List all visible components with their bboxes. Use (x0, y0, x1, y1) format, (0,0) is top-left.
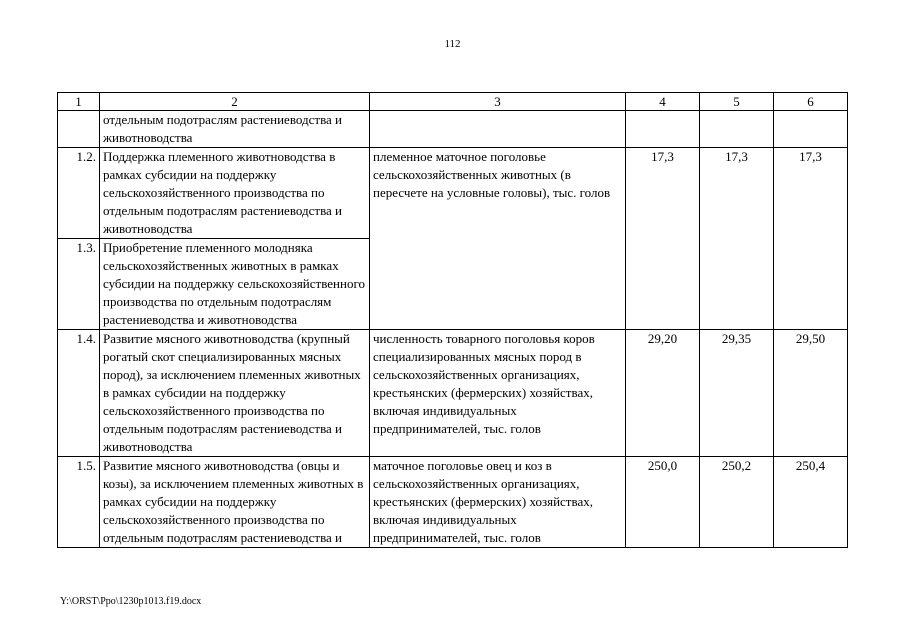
value-col-4 (626, 111, 700, 148)
row-number: 1.3. (58, 239, 100, 330)
header-col-1: 1 (58, 93, 100, 111)
row-number: 1.2. (58, 148, 100, 239)
measure-name: отдельным подотраслям растениеводства и животноводства (100, 111, 370, 148)
value-col-6 (774, 111, 848, 148)
footer-file-path: Y:\ORST\Ppo\1230p1013.f19.docx (60, 596, 202, 607)
row-number: 1.5. (58, 457, 100, 548)
row-number (58, 111, 100, 148)
header-col-3: 3 (370, 93, 626, 111)
measure-name: Приобретение племенного молодняка сельскохозяйственных животных в рамках субсидии на поддержку сельскохозяйственного производства по отдельным подотраслям растениеводства и животноводства (100, 239, 370, 330)
value-col-6: 17,3 (774, 148, 848, 330)
value-col-5: 29,35 (700, 330, 774, 457)
value-col-5: 250,2 (700, 457, 774, 548)
value-col-6: 29,50 (774, 330, 848, 457)
value-col-4: 250,0 (626, 457, 700, 548)
measure-name: Развитие мясного животноводства (овцы и козы), за исключением племенных животных в рамках субсидии на поддержку сельскохозяйственного производства по отдельным подотраслям растениеводства и (100, 457, 370, 548)
value-col-5: 17,3 (700, 148, 774, 330)
indicator: маточное поголовье овец и коз в сельскохозяйственных организациях, крестьянских (фермерских) хозяйствах, включая индивидуальных предпринимателей, тыс. голов (370, 457, 626, 548)
page-number: 112 (444, 38, 461, 50)
table-row (58, 148, 848, 239)
header-col-2: 2 (100, 93, 370, 111)
value-col-5 (700, 111, 774, 148)
header-col-6: 6 (774, 93, 848, 111)
header-col-5: 5 (700, 93, 774, 111)
table-row (58, 111, 848, 148)
table-row (58, 330, 848, 457)
indicator: численность товарного поголовья коров специализированных мясных пород в сельскохозяйственных организациях, крестьянских (фермерских) хозяйствах, включая индивидуальных предпринимателей, тыс. голов (370, 330, 626, 457)
indicator (370, 111, 626, 148)
value-col-6: 250,4 (774, 457, 848, 548)
indicator: племенное маточное поголовье сельскохозяйственных животных (в пересчете на условные головы), тыс. голов (370, 148, 626, 330)
value-col-4: 17,3 (626, 148, 700, 330)
indicators-table (57, 92, 848, 548)
value-col-4: 29,20 (626, 330, 700, 457)
header-row (58, 93, 848, 111)
row-number: 1.4. (58, 330, 100, 457)
measure-name: Развитие мясного животноводства (крупный рогатый скот специализированных мясных пород), за исключением племенных животных в рамках субсидии на поддержку сельскохозяйственного производства по отдельным подотраслям растениеводства и животноводства (100, 330, 370, 457)
header-col-4: 4 (626, 93, 700, 111)
measure-name: Поддержка племенного животноводства в рамках субсидии на поддержку сельскохозяйственного производства по отдельным подотраслям растениеводства и животноводства (100, 148, 370, 239)
table-row (58, 457, 848, 548)
